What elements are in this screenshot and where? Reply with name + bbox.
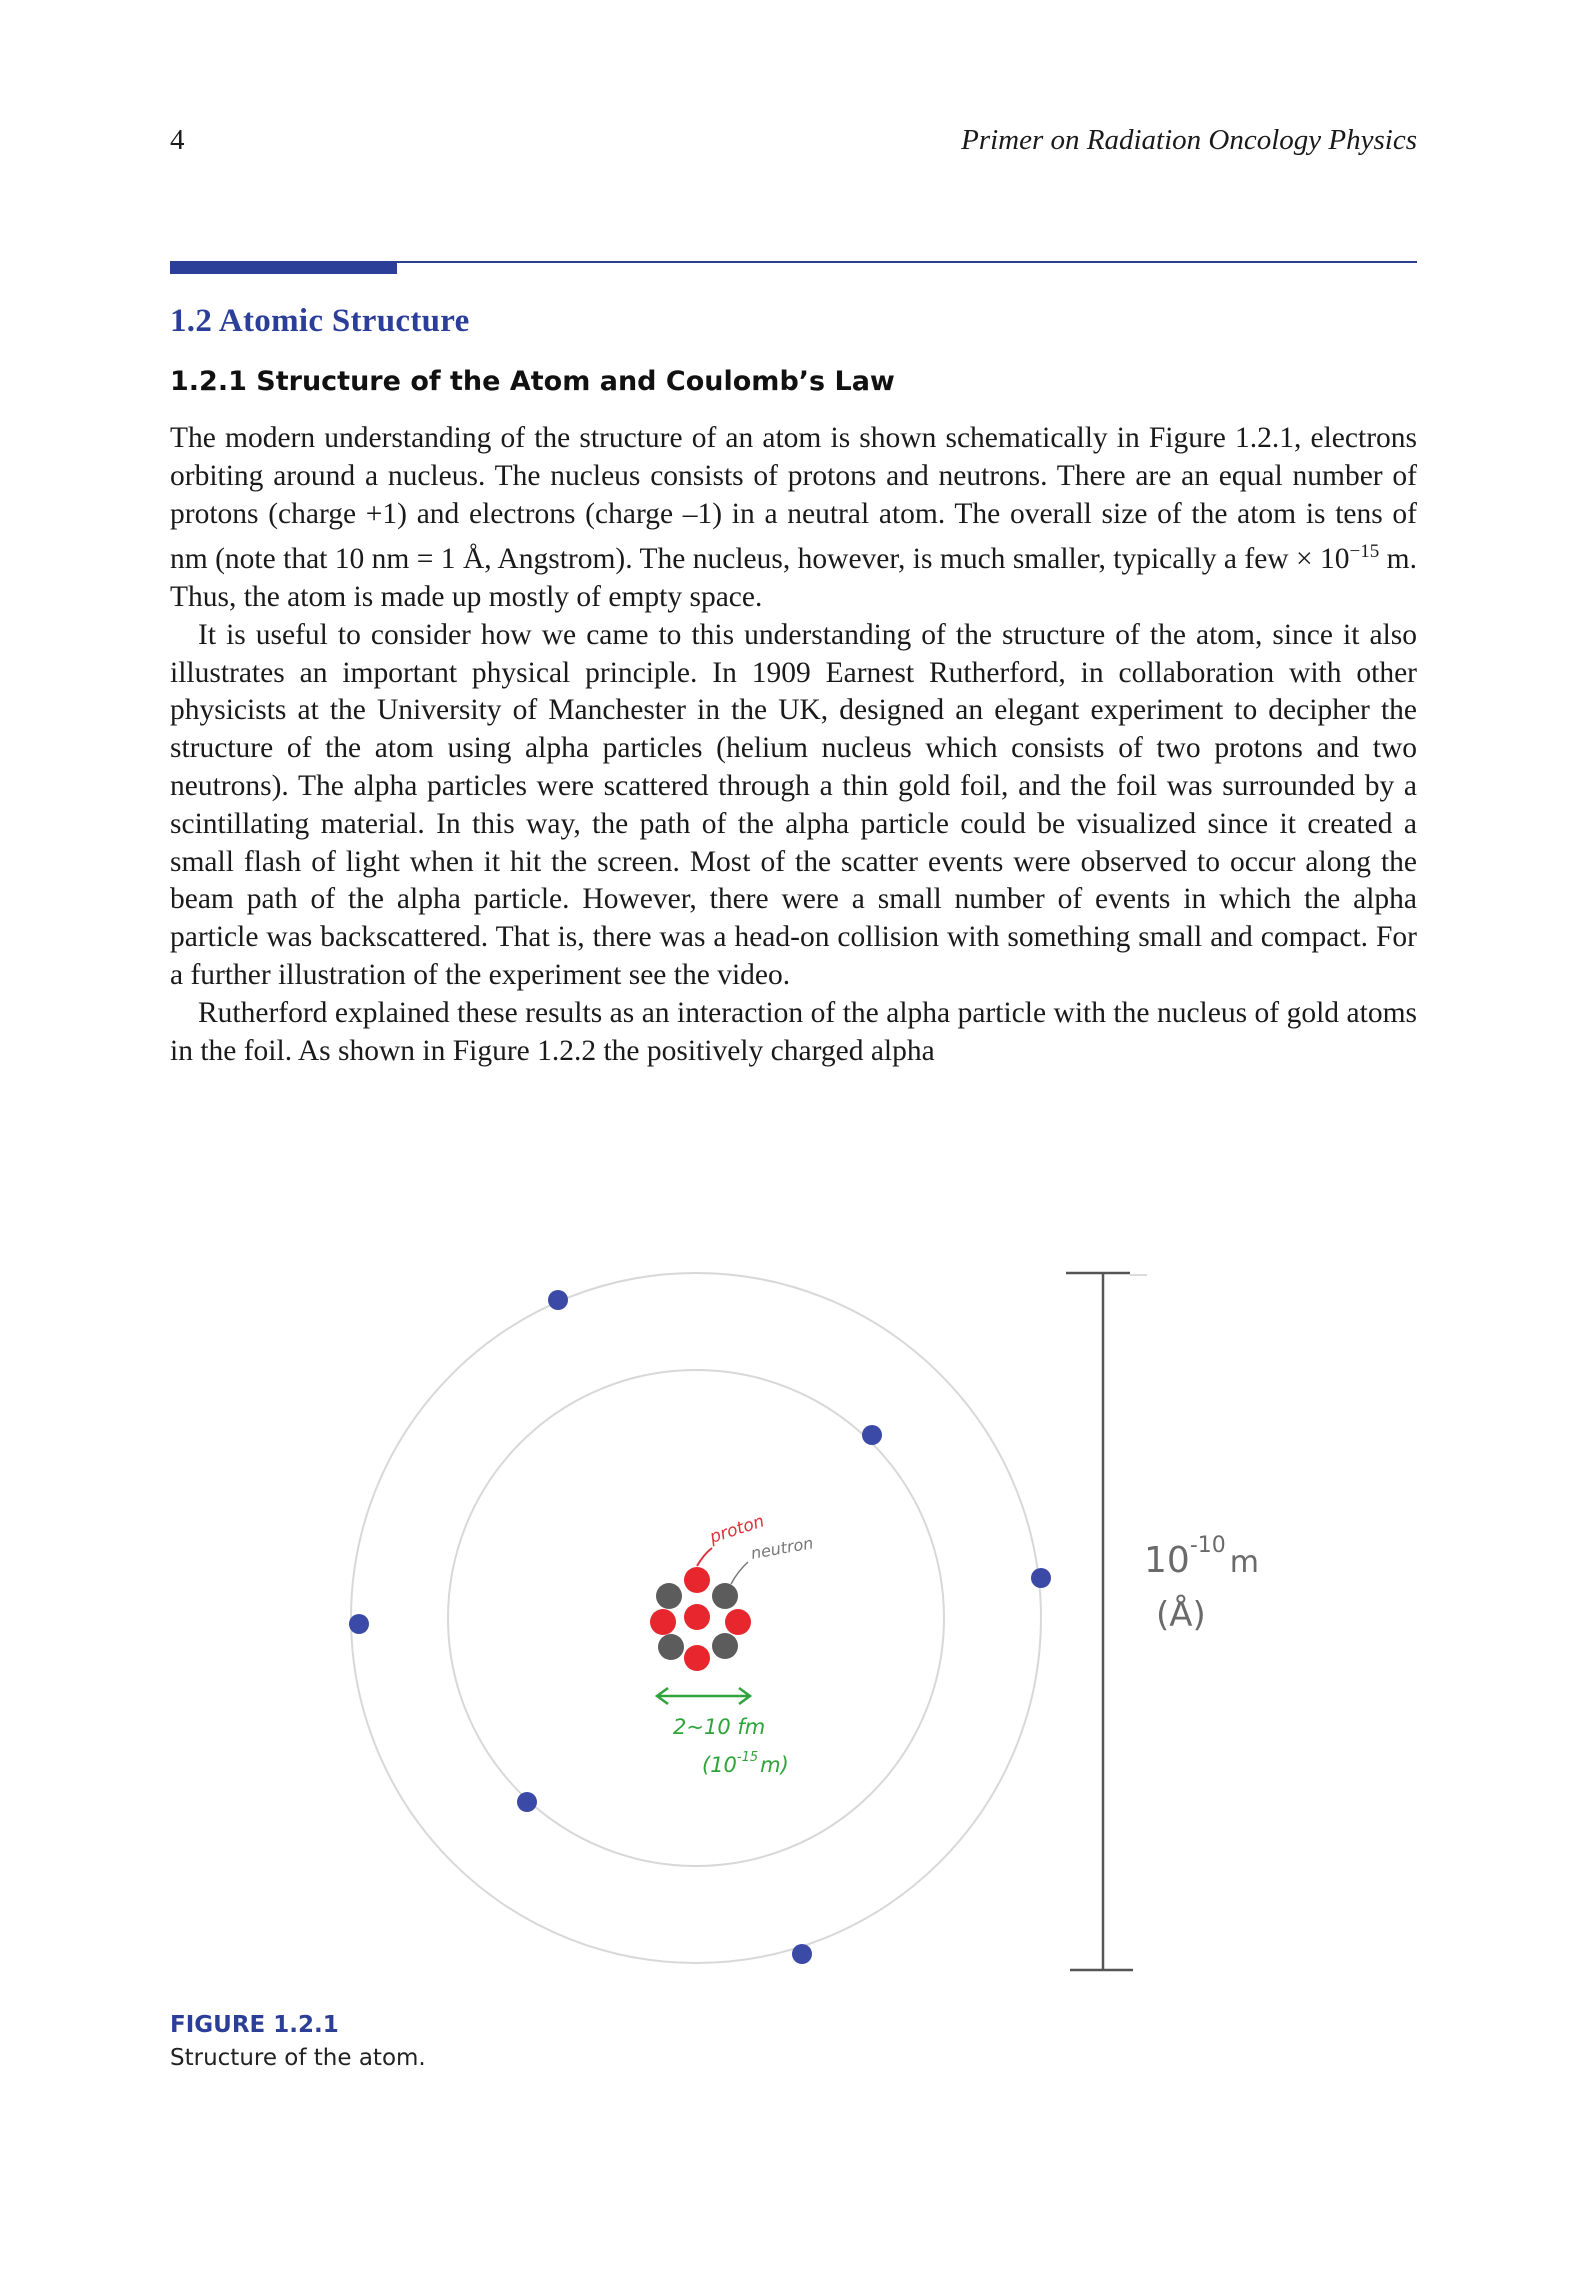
nucleus-unit-exp: -15 [736, 1750, 759, 1765]
paragraph-1-text-b: m. Thus, the atom is made up mostly of empty space. [170, 543, 1417, 614]
atom-size-exp: -10 [1189, 1533, 1226, 1558]
body-text [170, 420, 1417, 1070]
proton-pointer [697, 1548, 712, 1566]
nucleus-size-label: 2~10 fm [673, 1715, 766, 1739]
proton-label: proton [707, 1511, 767, 1548]
atom-size-label [1144, 1533, 1259, 1581]
proton [684, 1645, 710, 1671]
nucleus-unit-end: m) [760, 1753, 789, 1777]
paragraph-1-text-a: The modern understanding of the structure of an atom is shown schematically in Figure 1.2.1, electrons orbiting around a nucleus. The nucleus consists of protons and neutrons. There are an equal number of protons (charge +1) and electrons (charge –1) in a neutral atom. The overall size of the atom is tens of nm (note that 10 nm = 1 Å, Angstrom). The nucleus, however, is much smaller, typically a few × 10 [170, 422, 1417, 576]
electron [517, 1792, 537, 1812]
nucleus-size-unit [702, 1750, 789, 1777]
paragraph-1 [170, 420, 1417, 617]
figure-caption-label: FIGURE 1.2.1 [170, 2012, 339, 2038]
neutron [658, 1634, 684, 1660]
neutron-pointer [731, 1562, 748, 1584]
atom-size-unit: m [1229, 1545, 1259, 1580]
neutron [712, 1583, 738, 1609]
proton [650, 1609, 676, 1635]
electron [548, 1290, 568, 1310]
atom-diagram [0, 1240, 1593, 2000]
electron [792, 1944, 812, 1964]
neutron [712, 1633, 738, 1659]
proton [684, 1604, 710, 1630]
angstrom-label: (Å) [1156, 1595, 1206, 1635]
section-title: 1.2 Atomic Structure [170, 303, 470, 339]
electron [349, 1614, 369, 1634]
electron [862, 1425, 882, 1445]
figure-caption-text: Structure of the atom. [170, 2045, 426, 2071]
running-head: Primer on Radiation Oncology Physics [961, 124, 1417, 156]
paragraph-1-exponent: −15 [1349, 541, 1380, 563]
neutron [656, 1583, 682, 1609]
paragraph-3: Rutherford explained these results as an interaction of the alpha particle with the nucleus of gold atoms in the foil. As shown in Figure 1.2.2 the positively charged alpha [170, 996, 1417, 1067]
nucleus-unit-base: (10 [702, 1753, 737, 1777]
section-rule-accent [170, 261, 397, 274]
atom-size-base: 10 [1144, 1540, 1190, 1581]
proton [684, 1567, 710, 1593]
neutron-label: neutron [749, 1533, 815, 1563]
figure-atom [0, 1240, 1593, 2000]
proton [725, 1609, 751, 1635]
page-number: 4 [170, 124, 185, 156]
electron [1031, 1568, 1051, 1588]
paragraph-2: It is useful to consider how we came to this understanding of the structure of the atom, since it also illustrates an important physical principle. In 1909 Earnest Rutherford, in collaboration with other physicists at the University of Manchester in the UK, designed an elegant experiment to decipher the structure of the atom using alpha particles (helium nucleus which consists of two protons and two neutrons). The alpha particles were scattered through a thin gold foil, and the foil was surrounded by a scintillating material. In this way, the path of the alpha particle could be visualized since it created a small flash of light when it hit the screen. Most of the scatter events were observed to occur along the beam path of the alpha particle. However, there were a small number of events in which the alpha particle was backscattered. That is, there was a head-on collision with something small and compact. For a further illustration of the experiment see the video. [170, 618, 1417, 991]
subsection-title: 1.2.1 Structure of the Atom and Coulomb’s Law [170, 366, 895, 397]
